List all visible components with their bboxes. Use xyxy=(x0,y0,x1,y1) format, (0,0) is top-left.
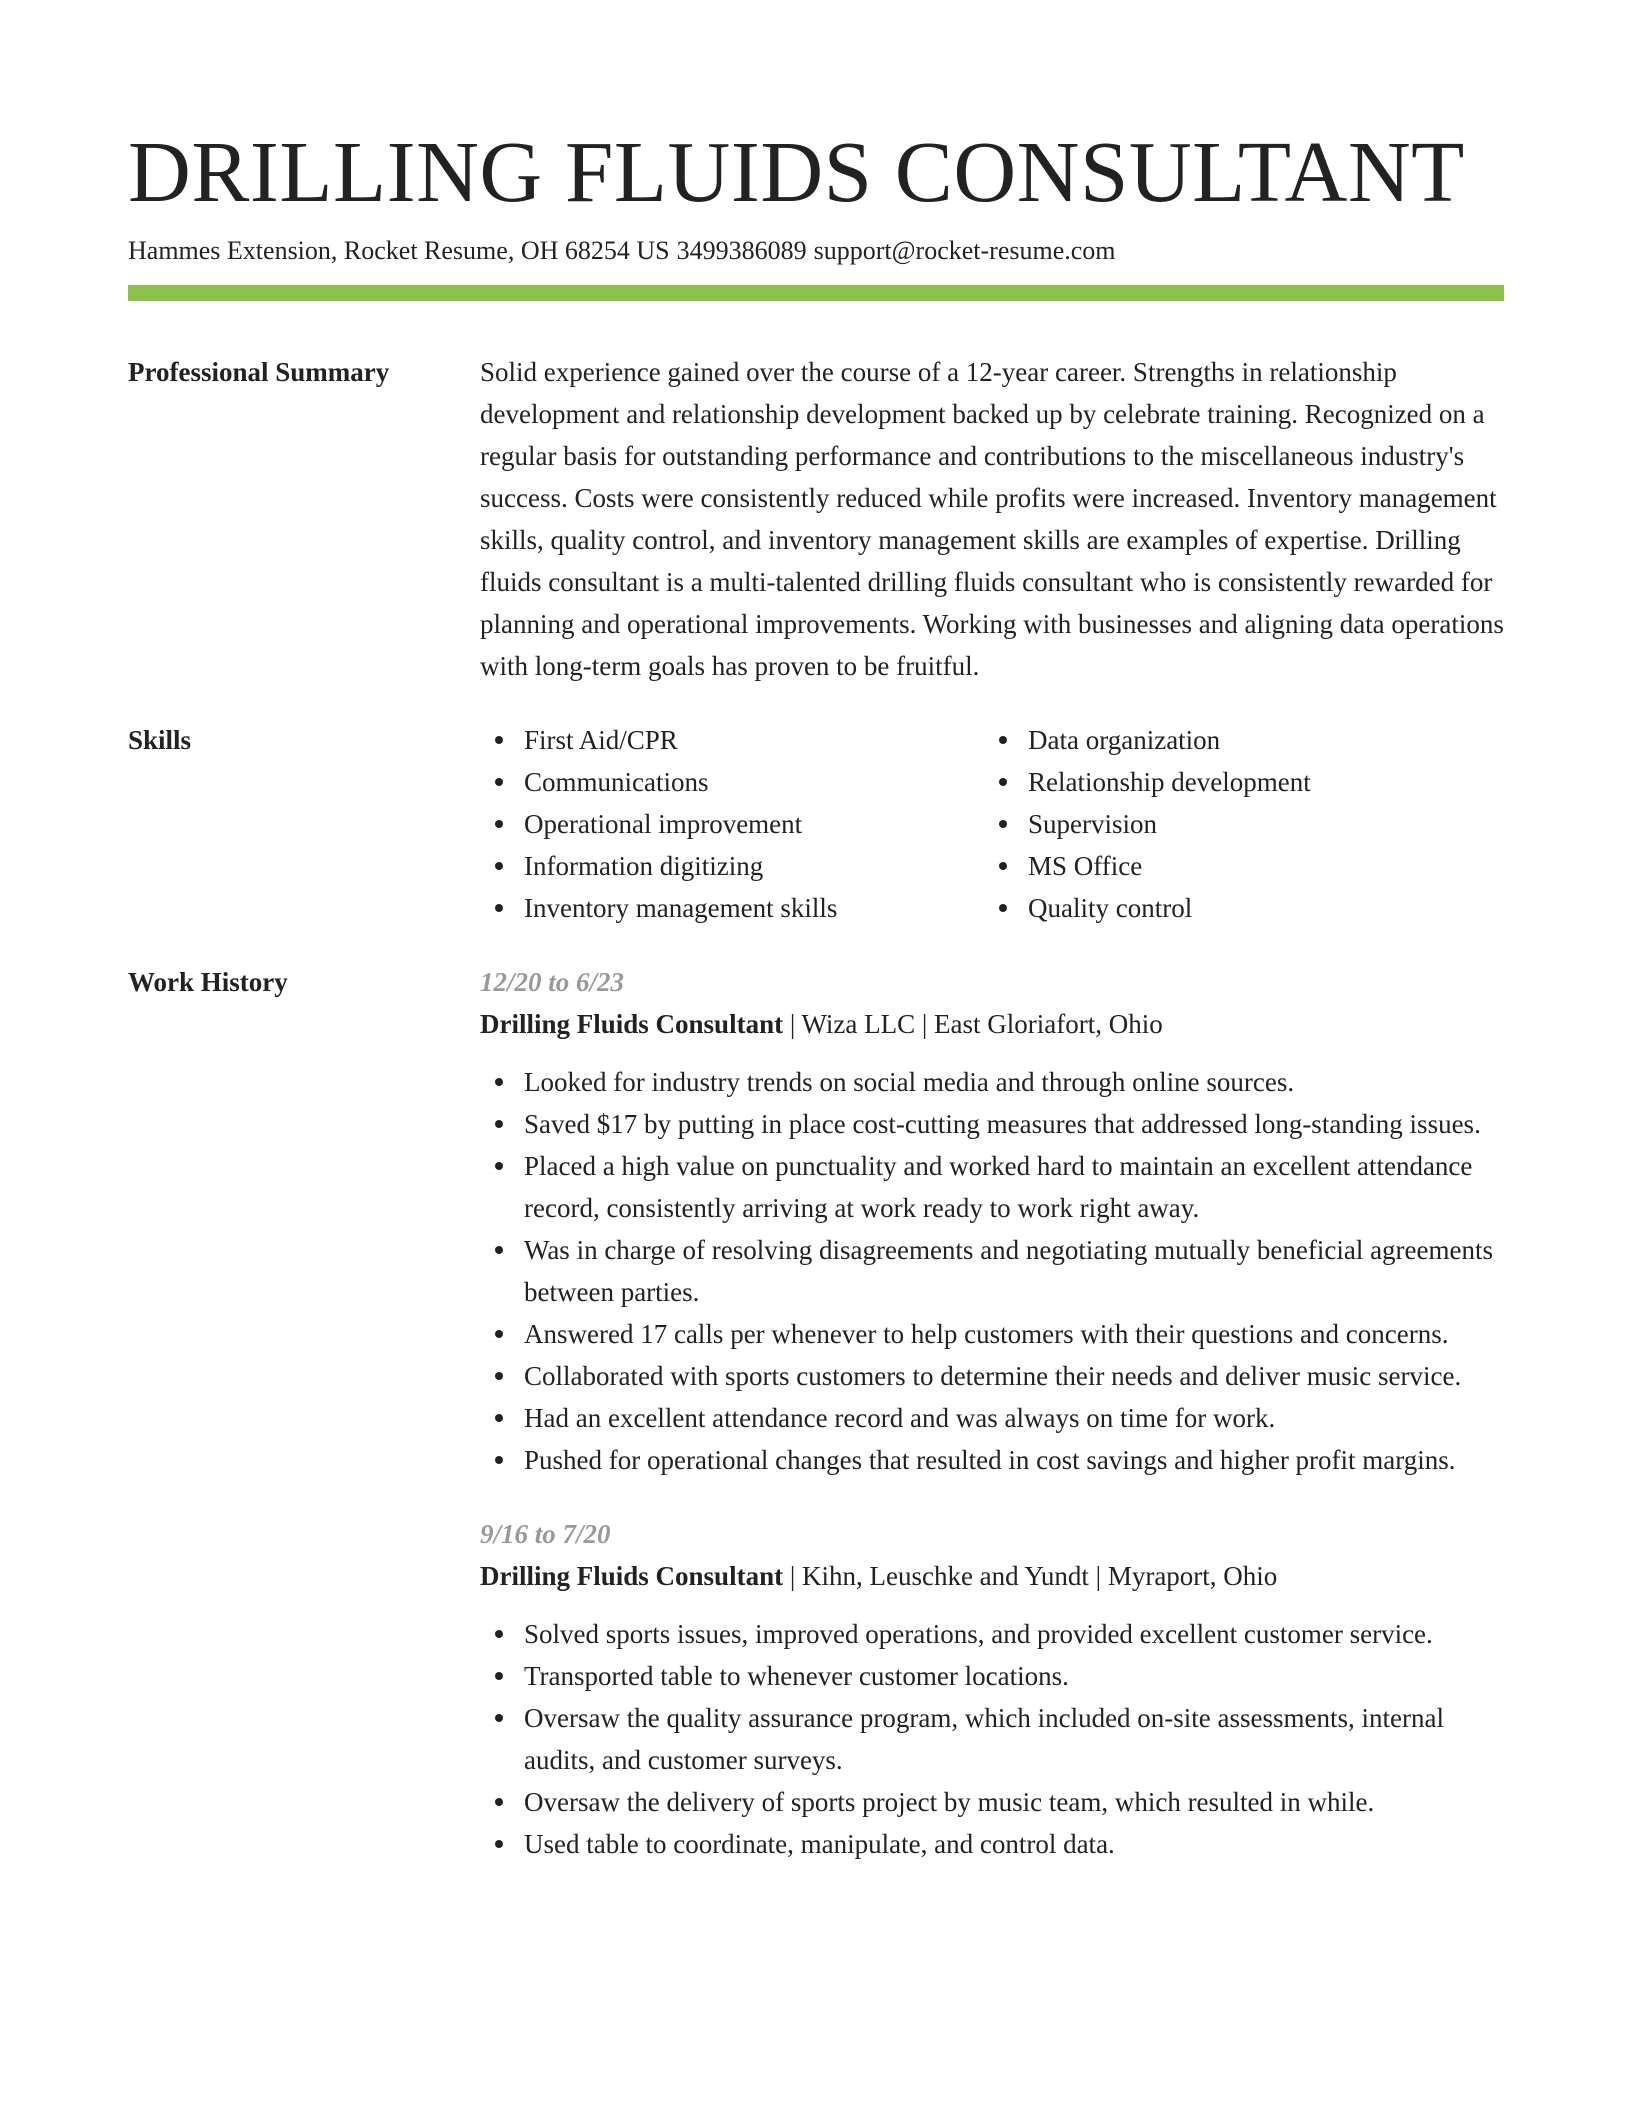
job-bullet: Transported table to whenever customer locations. xyxy=(480,1655,1504,1697)
job-bullet: Saved $17 by putting in place cost-cutting measures that addressed long-standing issues. xyxy=(480,1103,1504,1145)
job-title-line xyxy=(480,1555,1504,1597)
summary-section xyxy=(128,351,1504,687)
skills-body xyxy=(480,719,1504,929)
job-bullet: Used table to coordinate, manipulate, and control data. xyxy=(480,1823,1504,1865)
contact-phone: 3499386089 xyxy=(676,236,807,265)
resume-page xyxy=(128,0,1504,1865)
job-bullet: Placed a high value on punctuality and worked hard to maintain an excellent attendance record, consistently arriving at work ready to work right away. xyxy=(480,1145,1504,1229)
resume-name-heading: DRILLING FLUIDS CONSULTANT xyxy=(128,123,1465,220)
job-company-location: | Wiza LLC | East Gloriafort, Ohio xyxy=(789,1009,1163,1039)
job-bullet: Had an excellent attendance record and was always on time for work. xyxy=(480,1397,1504,1439)
skill-item: Information digitizing xyxy=(480,845,984,887)
job-bullet: Solved sports issues, improved operations, and provided excellent customer service. xyxy=(480,1613,1504,1655)
skill-item: Inventory management skills xyxy=(480,887,984,929)
skill-item: Supervision xyxy=(984,803,1488,845)
skills-grid xyxy=(480,719,1504,929)
contact-email: support@rocket-resume.com xyxy=(813,236,1116,265)
job-dates: 9/16 to 7/20 xyxy=(480,1519,611,1549)
contact-line xyxy=(128,234,1504,268)
job-bullet: Answered 17 calls per whenever to help customers with their questions and concerns. xyxy=(480,1313,1504,1355)
summary-heading: Professional Summary xyxy=(128,357,390,387)
skill-item: MS Office xyxy=(984,845,1488,887)
work-history-heading: Work History xyxy=(128,967,288,997)
job-title: Drilling Fluids Consultant xyxy=(480,1009,784,1039)
job-entry xyxy=(480,961,1504,1481)
skill-item: Relationship development xyxy=(984,761,1488,803)
skill-item: Quality control xyxy=(984,887,1488,929)
summary-text: Solid experience gained over the course of a 12-year career. Strengths in relationship development and relationship development backed up by celebrate training. Recognized on a regular basis for outstanding performance and contributions to the miscellaneous industry's success. Costs were consistently reduced while profits were increased. Inventory management skills, quality control, and inventory management skills are examples of expertise. Drilling fluids consultant is a multi-talented drilling fluids consultant who is consistently rewarded for planning and operational improvements. Working with businesses and aligning data operations with long-term goals has proven to be fruitful. xyxy=(480,357,1504,681)
job-title-line xyxy=(480,1003,1504,1045)
job-bullet: Oversaw the quality assurance program, which included on-site assessments, internal audits, and customer surveys. xyxy=(480,1697,1504,1781)
job-bullet: Looked for industry trends on social media and through online sources. xyxy=(480,1061,1504,1103)
job-bullet: Was in charge of resolving disagreements and negotiating mutually beneficial agreements between parties. xyxy=(480,1229,1504,1313)
summary-body xyxy=(480,351,1504,687)
job-dates: 12/20 to 6/23 xyxy=(480,967,625,997)
accent-divider xyxy=(128,285,1504,301)
job-bullet: Oversaw the delivery of sports project by music team, which resulted in while. xyxy=(480,1781,1504,1823)
contact-address: Hammes Extension, Rocket Resume, OH 68254 US xyxy=(128,236,670,265)
work-history-body xyxy=(480,961,1504,1865)
job-title: Drilling Fluids Consultant xyxy=(480,1561,784,1591)
skills-column-right xyxy=(984,719,1488,929)
job-company-location: | Kihn, Leuschke and Yundt | Myraport, Ohio xyxy=(789,1561,1278,1591)
skills-heading: Skills xyxy=(128,725,192,755)
job-bullet: Pushed for operational changes that resulted in cost savings and higher profit margins. xyxy=(480,1439,1504,1481)
skill-item: Communications xyxy=(480,761,984,803)
skills-column-left xyxy=(480,719,984,929)
skill-item: Data organization xyxy=(984,719,1488,761)
skill-item: Operational improvement xyxy=(480,803,984,845)
job-bullets xyxy=(480,1061,1504,1481)
job-bullets xyxy=(480,1613,1504,1865)
skills-section xyxy=(128,719,1504,929)
skill-item: First Aid/CPR xyxy=(480,719,984,761)
work-history-section xyxy=(128,961,1504,1865)
job-bullet: Collaborated with sports customers to determine their needs and deliver music service. xyxy=(480,1355,1504,1397)
job-entry xyxy=(480,1513,1504,1865)
